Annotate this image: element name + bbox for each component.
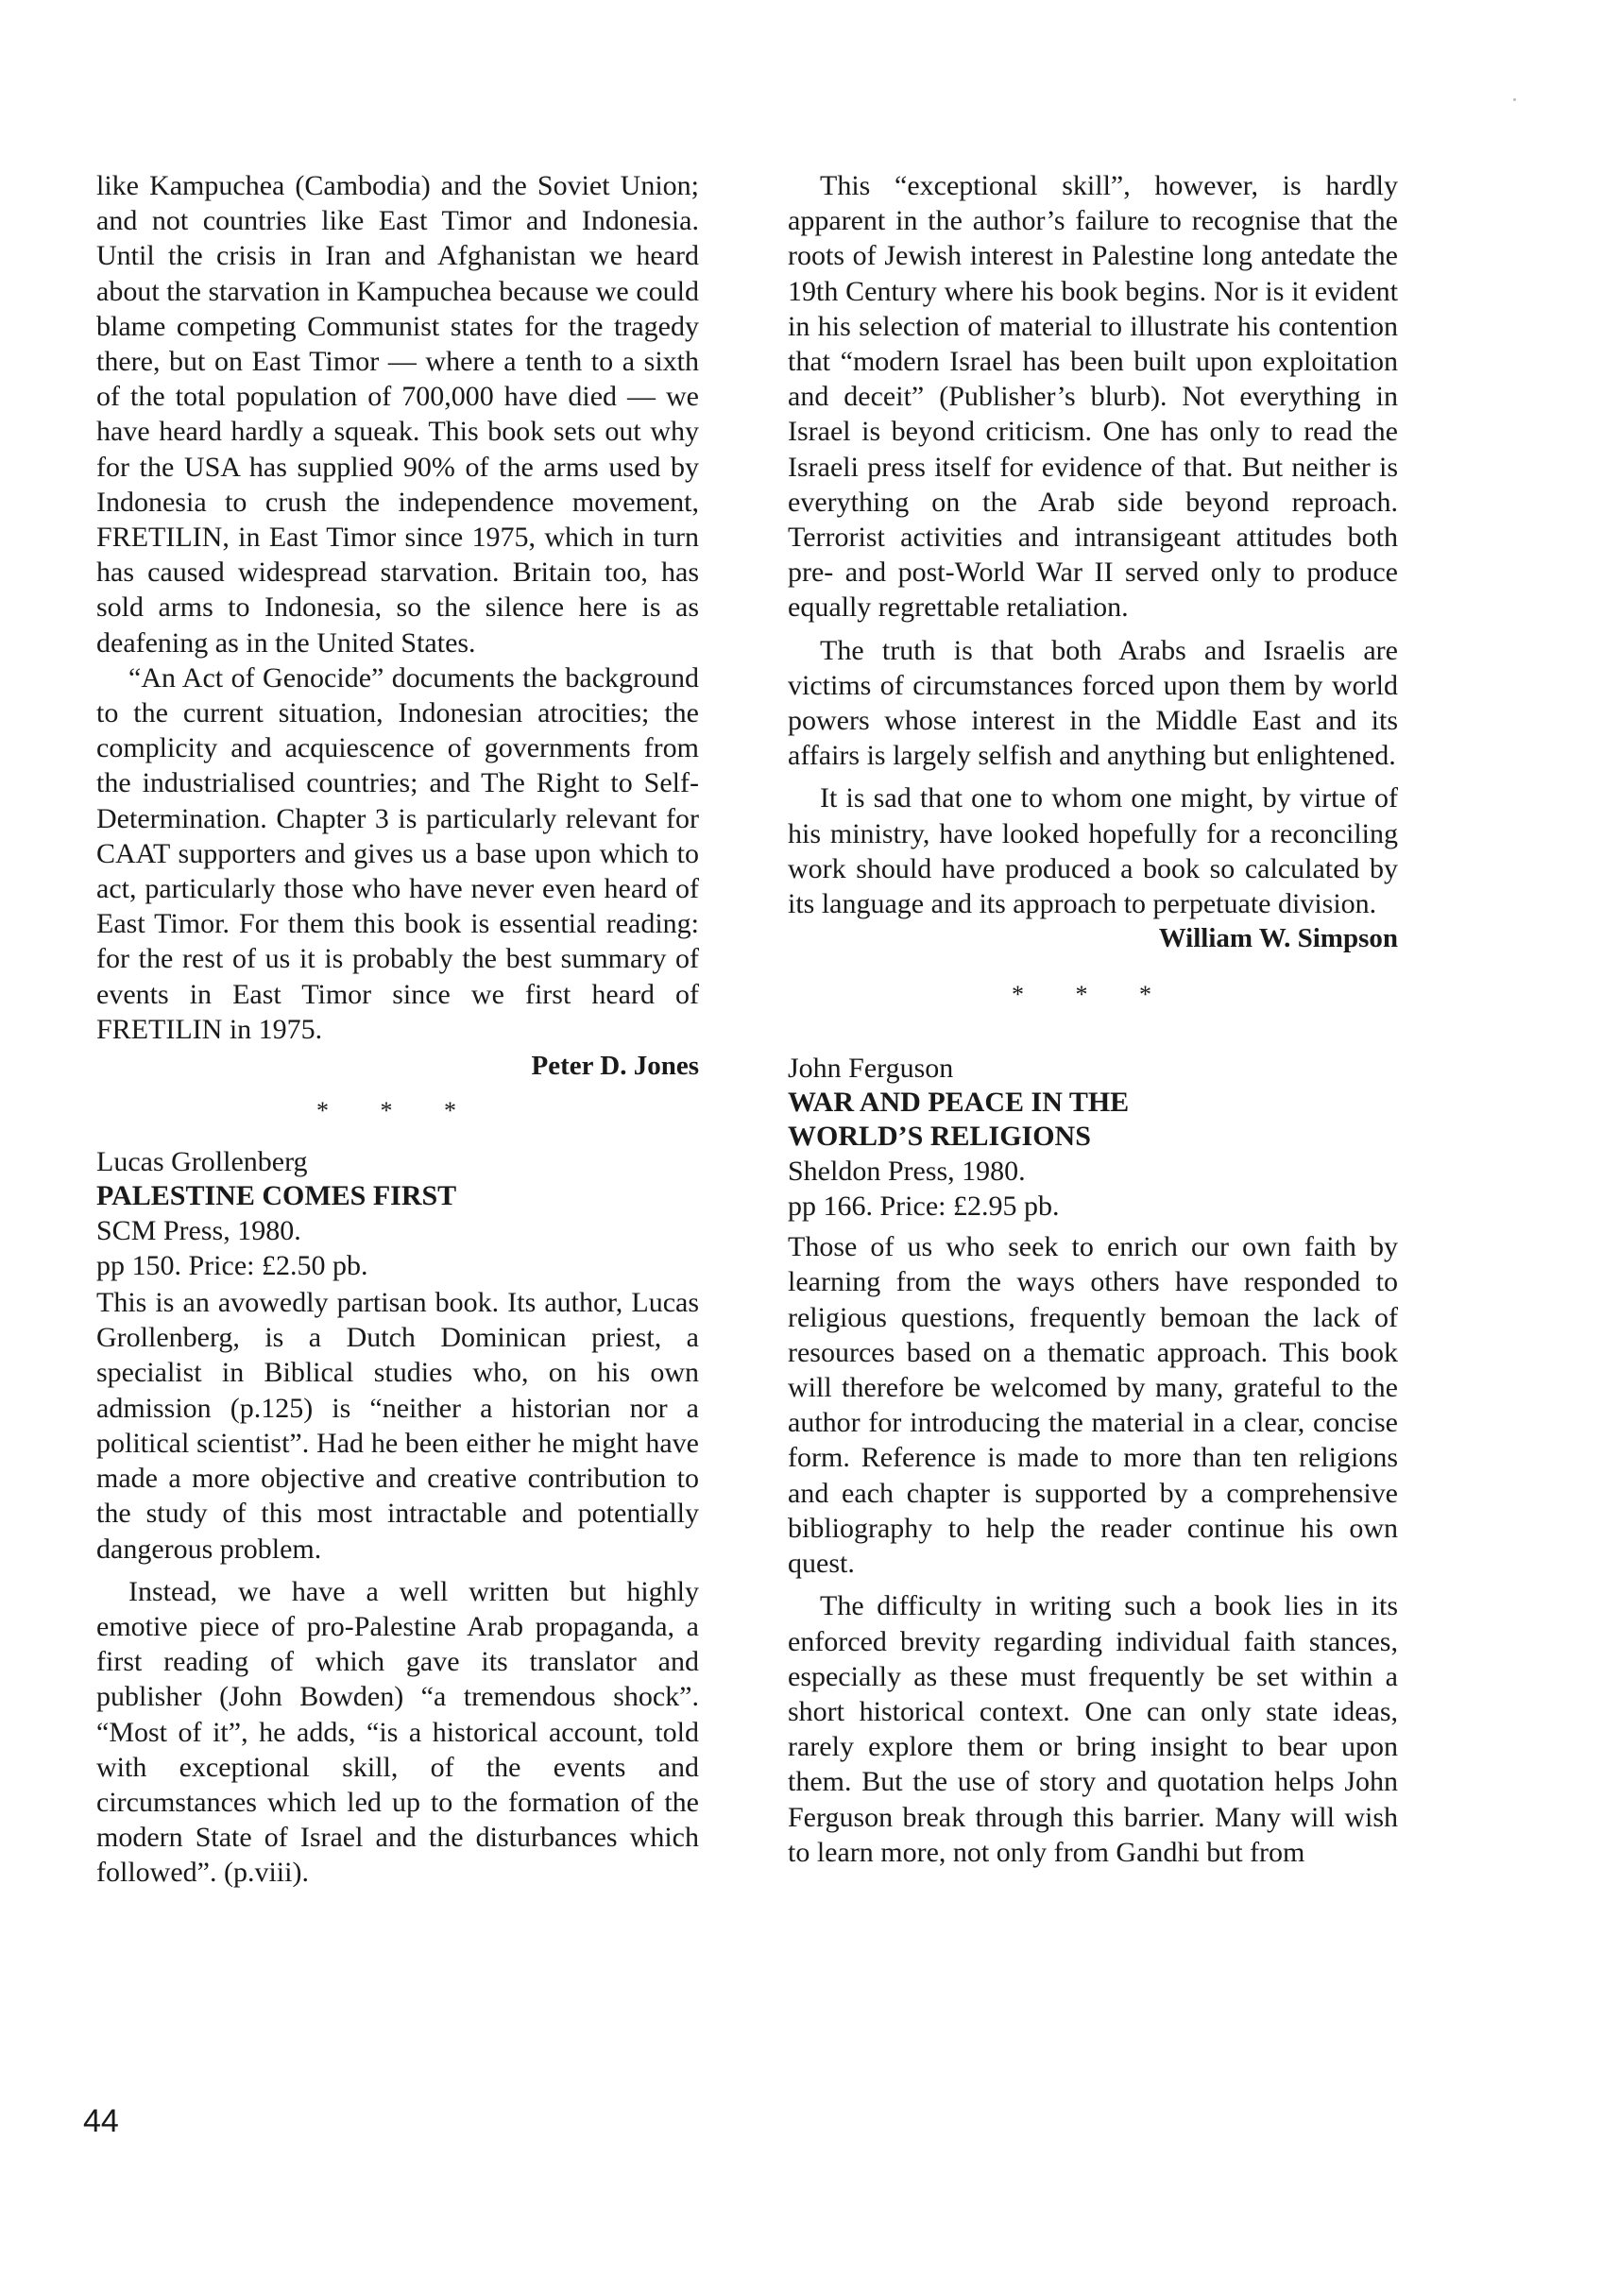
review3-paragraph-2: The difficulty in writing such a book lies in its enforced brevity regarding individual faith stances, especially as these must frequently be set within a short historical context. One can only state ideas, rarely explore them or bring insight to bear upon them. But the use of story and quotation helps John Ferguson break through this barrier. Many will wish to learn more, not only from Gandhi but from [788, 1590, 1398, 1868]
review2-paragraph-1: This is an avowedly partisan book. Its author, Lucas Grollenberg, is a Dutch Dominican priest, a specialist in Biblical studies who, on his own admission (p.125) is “neither a historian nor a political scientist”. Had he been either he might have made a more objective and creative contribution to the study of this most intractable and potentially dangerous problem. [96, 1287, 699, 1565]
right-column [788, 168, 1398, 1870]
scan-speck [1513, 98, 1516, 101]
separator-stars: * * * [316, 1097, 479, 1125]
left-column [96, 168, 699, 1891]
review2-signature: William W. Simpson [1158, 923, 1398, 954]
review2-paragraph-2: Instead, we have a well written but highly emotive piece of pro-Palestine Arab propaganda, a first reading of which gave its translator and publisher (John Bowden) “a tremendous shock”. “Most of it”, he adds, “is a historical account, told with exceptional skill, of the events and circumstances which led up to the formation of the modern State of Israel and the disturbances which followed”. (p.viii). [96, 1575, 699, 1889]
review1-paragraph-2: “An Act of Genocide” documents the background to the current situation, Indonesian atrocities; the complicity and acquiescence of governments from the industrialised countries; and The Right to Self-Determination. Chapter 3 is particularly relevant for CAAT supporters and gives us a base upon which to act, particularly those who have never even heard of East Timor. For them this book is essential reading: for the rest of us it is probably the best summary of events in East Timor since we first heard of FRETILIN in 1975. [96, 661, 699, 1045]
review3-paragraph-1: Those of us who seek to enrich our own faith by learning from the ways others have responded to religious questions, frequently bemoan the lack of resources based on a thematic approach. This book will therefore be welcomed by many, grateful to the author for introducing the material in a clear, concise form. Reference is made to more than ten religions and each chapter is supported by a comprehensive bibliography to help the reader continue his own quest. [788, 1231, 1398, 1580]
page-number: 44 [83, 2103, 119, 2139]
review2-cont-paragraph-3: It is sad that one to whom one might, by virtue of his ministry, have looked hopefully for a reconciling work should have produced a book so calculated by its language and its approach to perpetuate division. [788, 782, 1398, 920]
review1-signature: Peter D. Jones [531, 1051, 699, 1082]
book-title-line-2: WORLD’S RELIGIONS [788, 1121, 1091, 1153]
review2-cont-paragraph-2: The truth is that both Arabs and Israelis are victims of circumstances forced upon them by world powers whose interest in the Middle East and its affairs is largely selfish and anything but enlightened. [788, 634, 1398, 772]
book-author: John Ferguson [788, 1053, 954, 1085]
book-details: pp 150. Price: £2.50 pb. [96, 1250, 368, 1282]
review1-paragraph-1: like Kampuchea (Cambodia) and the Soviet Union; and not countries like East Timor and Indonesia. Until the crisis in Iran and Afghanistan we heard about the starvation in Kampuchea because we could blame competing Communist states for the tragedy there, but on East Timor — where a tenth to a sixth of the total population of 700,000 have died — we have heard hardly a squeak. This book sets out why for the USA has supplied 90% of the arms used by Indonesia to crush the independence movement, FRETILIN, in East Timor since 1975, which in turn has caused widespread starvation. Britain too, has sold arms to Indonesia, so the silence here is as deafening as in the United States. [96, 170, 699, 659]
book-entry-palestine [96, 1144, 699, 1283]
book-title: PALESTINE COMES FIRST [96, 1180, 457, 1212]
book-title-line-1: WAR AND PEACE IN THE [788, 1087, 1130, 1119]
book-publisher: SCM Press, 1980. [96, 1215, 301, 1247]
separator-stars: * * * [1012, 981, 1174, 1009]
book-publisher: Sheldon Press, 1980. [788, 1156, 1026, 1188]
book-author: Lucas Grollenberg [96, 1146, 308, 1178]
review2-cont-paragraph-1: This “exceptional skill”, however, is hardly apparent in the author’s failure to recognise that the roots of Jewish interest in Palestine long antedate the 19th Century where his book begins. Nor is it evident in his selection of material to illustrate his contention that “modern Israel has been built upon exploitation and deceit” (Publisher’s blurb). Not everything in Israel is beyond criticism. One has only to read the Israeli press itself for evidence of that. But neither is everything on the Arab side beyond reproach. Terrorist activities and intransigeant attitudes both pre- and post-World War II served only to produce equally regrettable retaliation. [788, 170, 1398, 624]
book-details: pp 166. Price: £2.95 pb. [788, 1191, 1060, 1223]
book-entry-war-and-peace [788, 1051, 1398, 1224]
